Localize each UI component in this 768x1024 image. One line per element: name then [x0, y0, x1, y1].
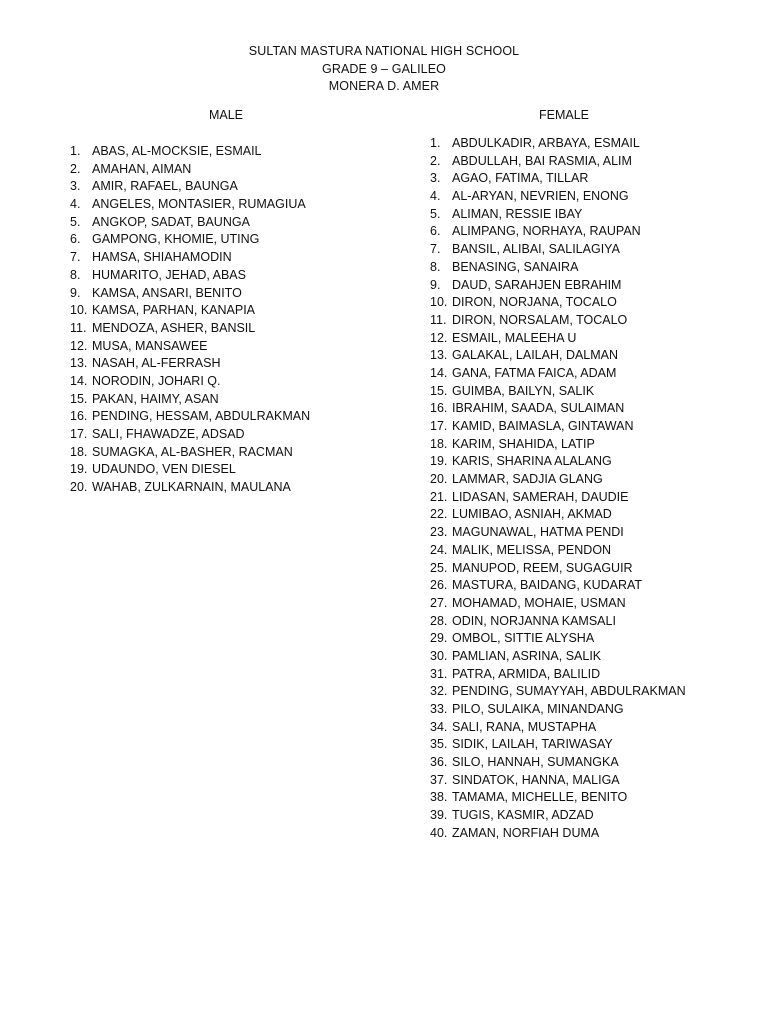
list-item: [430, 330, 686, 348]
item-number: 20.: [70, 480, 88, 495]
item-number: 4.: [70, 197, 81, 212]
list-item: [430, 153, 686, 171]
student-name: MASTURA, BAIDANG, KUDARAT: [452, 578, 643, 593]
item-number: 16.: [430, 401, 448, 416]
list-item: [430, 807, 686, 825]
list-item: [430, 170, 686, 188]
student-name: SALI, RANA, MUSTAPHA: [452, 719, 597, 734]
male-column-heading: MALE: [208, 108, 244, 122]
item-number: 15.: [430, 383, 448, 398]
item-number: 6.: [430, 224, 441, 239]
item-number: 10.: [430, 295, 448, 310]
item-number: 6.: [70, 232, 81, 247]
item-number: 32.: [430, 684, 448, 699]
list-item: [70, 143, 310, 161]
student-name: BENASING, SANAIRA: [452, 259, 579, 274]
student-name: WAHAB, ZULKARNAIN, MAULANA: [92, 480, 291, 495]
list-item: [430, 188, 686, 206]
student-name: MALIK, MELISSA, PENDON: [452, 542, 612, 557]
student-name: GALAKAL, LAILAH, DALMAN: [452, 348, 619, 363]
item-number: 3.: [70, 179, 81, 194]
item-number: 7.: [430, 242, 441, 257]
student-name: ABDULKADIR, ARBAYA, ESMAIL: [452, 136, 640, 150]
item-number: 13.: [70, 356, 88, 371]
item-number: 9.: [430, 277, 441, 292]
list-item: [430, 135, 686, 153]
student-name: GUIMBA, BAILYN, SALIK: [452, 383, 595, 398]
item-number: 24.: [430, 542, 448, 557]
list-item: [70, 214, 310, 232]
item-number: 28.: [430, 613, 448, 628]
student-name: GANA, FATMA FAICA, ADAM: [452, 365, 617, 380]
item-number: 12.: [430, 330, 448, 345]
student-name: PILO, SULAIKA, MINANDANG: [452, 702, 624, 716]
list-item: [430, 683, 686, 701]
item-number: 37.: [430, 772, 448, 787]
list-item: [430, 506, 686, 524]
list-item: [430, 736, 686, 754]
list-item: [430, 613, 686, 631]
item-number: 8.: [70, 267, 81, 282]
list-item: [70, 391, 310, 409]
item-number: 2.: [430, 153, 441, 168]
list-item: [430, 789, 686, 807]
student-name: IBRAHIM, SAADA, SULAIMAN: [452, 401, 625, 416]
student-name: KARIS, SHARINA ALALANG: [452, 454, 612, 469]
student-name: AGAO, FATIMA, TILLAR: [452, 171, 589, 186]
list-item: [70, 231, 310, 249]
list-item: [70, 285, 310, 303]
student-name: SIDIK, LAILAH, TARIWASAY: [452, 737, 613, 752]
item-number: 18.: [430, 436, 448, 451]
item-number: 17.: [430, 419, 448, 433]
student-name: PAMLIAN, ASRINA, SALIK: [452, 648, 602, 663]
list-item: [70, 408, 310, 426]
list-item: [70, 302, 310, 320]
student-name: SUMAGKA, AL-BASHER, RACMAN: [92, 444, 293, 459]
student-name: PAKAN, HAIMY, ASAN: [92, 391, 219, 406]
list-item: [430, 365, 686, 383]
student-name: AMIR, RAFAEL, BAUNGA: [92, 179, 238, 194]
list-item: [430, 347, 686, 365]
document-header: [0, 43, 768, 96]
list-item: [430, 453, 686, 471]
student-name: AMAHAN, AIMAN: [92, 161, 192, 176]
list-item: [430, 206, 686, 224]
item-number: 16.: [70, 409, 88, 424]
list-item: [70, 426, 310, 444]
list-item: [70, 267, 310, 285]
list-item: [70, 461, 310, 479]
item-number: 35.: [430, 737, 448, 752]
item-number: 4.: [430, 189, 441, 204]
list-item: [430, 259, 686, 277]
list-item: [430, 666, 686, 684]
list-item: [430, 489, 686, 507]
student-name: ODIN, NORJANNA KAMSALI: [452, 613, 616, 628]
student-name: SALI, FHAWADZE, ADSAD: [92, 427, 245, 441]
grade-section: GRADE 9 – GALILEO: [322, 61, 446, 76]
list-item: [430, 524, 686, 542]
item-number: 8.: [430, 259, 441, 274]
student-name: LAMMAR, SADJIA GLANG: [452, 472, 603, 487]
list-item: [70, 479, 310, 497]
item-number: 27.: [430, 595, 448, 610]
student-name: MAGUNAWAL, HATMA PENDI: [452, 525, 624, 540]
student-name: DIRON, NORSALAM, TOCALO: [452, 312, 628, 327]
student-name: ALIMPANG, NORHAYA, RAUPAN: [452, 224, 641, 239]
list-item: [430, 595, 686, 613]
item-number: 25.: [430, 560, 448, 575]
list-item: [430, 312, 686, 330]
item-number: 20.: [430, 472, 448, 487]
student-name: GAMPONG, KHOMIE, UTING: [92, 232, 260, 247]
list-item: [430, 560, 686, 578]
item-number: 22.: [430, 507, 448, 522]
student-name: SINDATOK, HANNA, MALIGA: [452, 772, 620, 787]
list-item: [430, 577, 686, 595]
item-number: 40.: [430, 825, 448, 840]
list-item: [70, 178, 310, 196]
item-number: 19.: [430, 454, 448, 469]
item-number: 11.: [430, 312, 447, 327]
list-item: [70, 320, 310, 338]
student-name: OMBOL, SITTIE ALYSHA: [452, 631, 595, 646]
student-name: KAMSA, ANSARI, BENITO: [92, 285, 242, 300]
item-number: 18.: [70, 444, 88, 459]
list-item: [430, 630, 686, 648]
list-item: [430, 701, 686, 719]
student-name: PENDING, HESSAM, ABDULRAKMAN: [92, 409, 311, 424]
student-name: ALIMAN, RESSIE IBAY: [452, 206, 583, 221]
list-item: [70, 338, 310, 356]
item-number: 29.: [430, 631, 448, 646]
student-name: ABAS, AL-MOCKSIE, ESMAIL: [92, 144, 262, 158]
student-name: HAMSA, SHIAHAMODIN: [92, 250, 232, 265]
student-name: KAMSA, PARHAN, KANAPIA: [92, 303, 256, 318]
item-number: 34.: [430, 719, 448, 734]
student-name: TAMAMA, MICHELLE, BENITO: [452, 790, 628, 805]
student-name: KAMID, BAIMASLA, GINTAWAN: [452, 419, 634, 433]
student-name: KARIM, SHAHIDA, LATIP: [452, 436, 595, 451]
list-item: [430, 825, 686, 843]
list-item: [430, 719, 686, 737]
item-number: 1.: [70, 144, 81, 158]
item-number: 14.: [70, 373, 88, 388]
list-item: [430, 223, 686, 241]
student-name: NASAH, AL-FERRASH: [92, 356, 221, 371]
item-number: 9.: [70, 285, 81, 300]
student-name: LUMIBAO, ASNIAH, AKMAD: [452, 507, 612, 522]
adviser-name: MONERA D. AMER: [328, 79, 440, 93]
list-item: [70, 355, 310, 373]
item-number: 39.: [430, 808, 448, 823]
item-number: 5.: [430, 206, 441, 221]
item-number: 12.: [70, 338, 88, 353]
list-item: [70, 161, 310, 179]
female-column-heading: FEMALE: [538, 108, 589, 122]
list-item: [430, 754, 686, 772]
student-name: ABDULLAH, BAI RASMIA, ALIM: [452, 153, 632, 168]
list-item: [430, 542, 686, 560]
item-number: 1.: [430, 136, 441, 150]
list-item: [70, 373, 310, 391]
student-name: UDAUNDO, VEN DIESEL: [92, 462, 236, 477]
item-number: 2.: [70, 161, 81, 176]
item-number: 26.: [430, 578, 448, 593]
list-item: [70, 196, 310, 214]
list-item: [430, 471, 686, 489]
student-name: LIDASAN, SAMERAH, DAUDIE: [452, 489, 629, 504]
list-item: [430, 418, 686, 436]
item-number: 36.: [430, 755, 448, 770]
item-number: 23.: [430, 525, 448, 540]
item-number: 3.: [430, 171, 441, 186]
list-item: [430, 436, 686, 454]
item-number: 38.: [430, 790, 448, 805]
list-item: [430, 772, 686, 790]
student-name: MANUPOD, REEM, SUGAGUIR: [452, 560, 633, 575]
school-name: SULTAN MASTURA NATIONAL HIGH SCHOOL: [248, 44, 520, 58]
student-name: PENDING, SUMAYYAH, ABDULRAKMAN: [452, 684, 686, 699]
list-item: [70, 444, 310, 462]
student-name: ANGELES, MONTASIER, RUMAGIUA: [92, 197, 306, 212]
student-name: PATRA, ARMIDA, BALILID: [452, 666, 601, 681]
item-number: 17.: [70, 427, 88, 441]
list-item: [430, 400, 686, 418]
student-name: ESMAIL, MALEEHA U: [452, 330, 577, 345]
item-number: 33.: [430, 702, 448, 716]
list-item: [430, 383, 686, 401]
student-name: DIRON, NORJANA, TOCALO: [452, 295, 617, 310]
list-item: [430, 294, 686, 312]
list-item: [430, 277, 686, 295]
student-name: DAUD, SARAHJEN EBRAHIM: [452, 277, 622, 292]
item-number: 5.: [70, 214, 81, 229]
student-name: SILO, HANNAH, SUMANGKA: [452, 755, 619, 770]
student-name: TUGIS, KASMIR, ADZAD: [452, 808, 594, 823]
student-name: ZAMAN, NORFIAH DUMA: [452, 825, 600, 840]
student-name: BANSIL, ALIBAI, SALILAGIYA: [452, 242, 620, 257]
item-number: 31.: [430, 666, 448, 681]
student-name: AL-ARYAN, NEVRIEN, ENONG: [452, 189, 629, 204]
list-item: [430, 241, 686, 259]
item-number: 14.: [430, 365, 448, 380]
item-number: 15.: [70, 391, 88, 406]
student-name: MOHAMAD, MOHAIE, USMAN: [452, 595, 626, 610]
item-number: 7.: [70, 250, 81, 265]
item-number: 21.: [430, 489, 448, 504]
student-name: NORODIN, JOHARI Q.: [92, 373, 221, 388]
item-number: 13.: [430, 348, 448, 363]
male-student-list: [70, 143, 310, 497]
item-number: 10.: [70, 303, 88, 318]
student-name: ANGKOP, SADAT, BAUNGA: [92, 214, 250, 229]
student-name: MENDOZA, ASHER, BANSIL: [92, 320, 256, 335]
female-student-list: [430, 135, 686, 843]
list-item: [430, 648, 686, 666]
student-name: HUMARITO, JEHAD, ABAS: [92, 267, 246, 282]
item-number: 30.: [430, 648, 448, 663]
student-name: MUSA, MANSAWEE: [92, 338, 208, 353]
item-number: 19.: [70, 462, 88, 477]
list-item: [70, 249, 310, 267]
item-number: 11.: [70, 320, 87, 335]
